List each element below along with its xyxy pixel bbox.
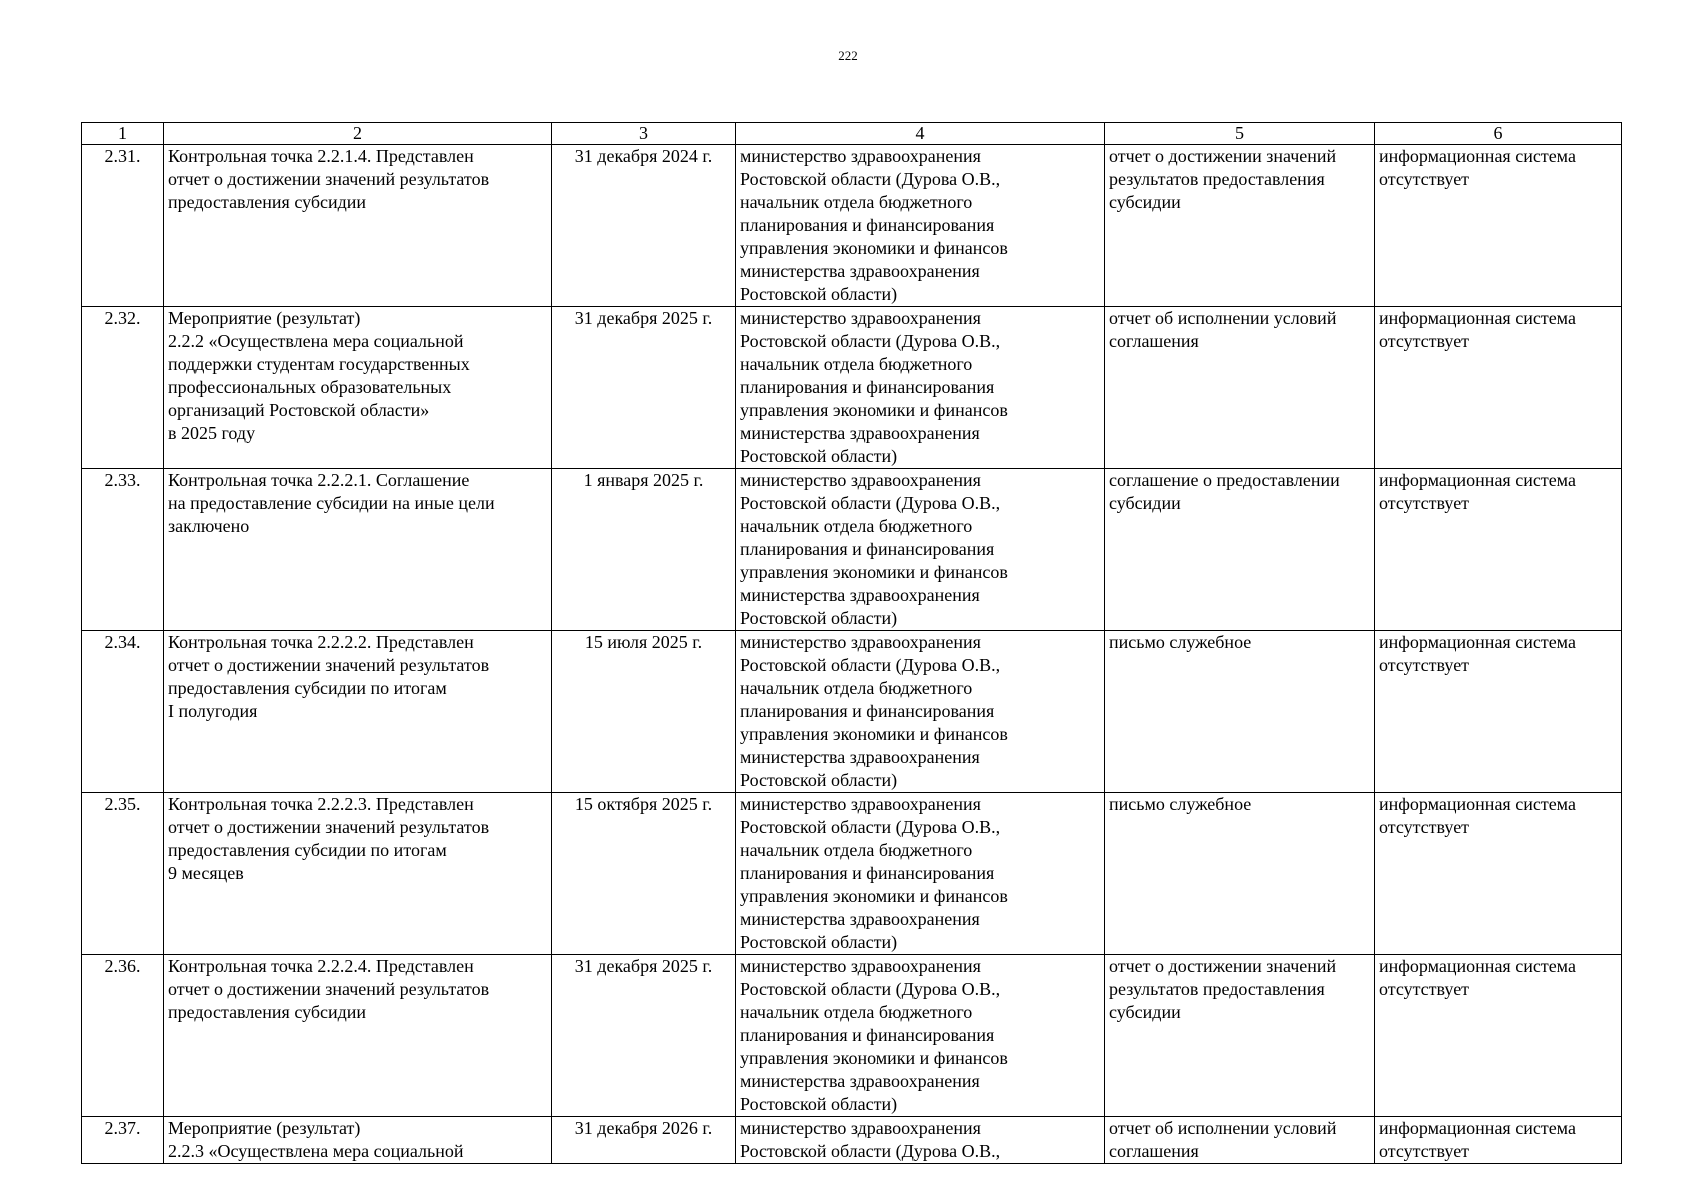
table-row: [82, 955, 1622, 1117]
event-name: Контрольная точка 2.2.2.3. Представлен отчет о достижении значений результатов предоставления субсидии по итогам 9 месяцев: [164, 793, 552, 955]
deadline-date: 31 декабря 2024 г.: [552, 145, 736, 307]
confirming-document: соглашение о предоставлении субсидии: [1105, 469, 1375, 631]
event-name: Контрольная точка 2.2.2.2. Представлен отчет о достижении значений результатов предоставления субсидии по итогам I полугодия: [164, 631, 552, 793]
information-system: информационная система отсутствует: [1375, 1117, 1622, 1164]
responsible-executor: министерство здравоохранения Ростовской области (Дурова О.В., начальник отдела бюджетного планирования и финансирования управления экономики и финансов министерства здравоохранения Ростовской области): [736, 631, 1105, 793]
confirming-document: отчет об исполнении условий соглашения: [1105, 1117, 1375, 1164]
information-system: информационная система отсутствует: [1375, 469, 1622, 631]
information-system: информационная система отсутствует: [1375, 793, 1622, 955]
event-name: Контрольная точка 2.2.2.1. Соглашение на предоставление субсидии на иные цели заключено: [164, 469, 552, 631]
confirming-document: письмо служебное: [1105, 631, 1375, 793]
deadline-date: 31 декабря 2025 г.: [552, 307, 736, 469]
event-name: Контрольная точка 2.2.2.4. Представлен отчет о достижении значений результатов предоставления субсидии: [164, 955, 552, 1117]
column-header-2: 2: [164, 123, 552, 145]
information-system: информационная система отсутствует: [1375, 145, 1622, 307]
row-number: 2.36.: [82, 955, 164, 1117]
row-number: 2.33.: [82, 469, 164, 631]
confirming-document: отчет об исполнении условий соглашения: [1105, 307, 1375, 469]
deadline-date: 1 января 2025 г.: [552, 469, 736, 631]
deadline-date: 15 октября 2025 г.: [552, 793, 736, 955]
row-number: 2.32.: [82, 307, 164, 469]
event-name: Контрольная точка 2.2.1.4. Представлен отчет о достижении значений результатов предоставления субсидии: [164, 145, 552, 307]
row-number: 2.37.: [82, 1117, 164, 1164]
table-row: [82, 469, 1622, 631]
column-header-5: 5: [1105, 123, 1375, 145]
event-name: Мероприятие (результат) 2.2.2 «Осуществлена мера социальной поддержки студентам государственных профессиональных образовательных организаций Ростовской области» в 2025 году: [164, 307, 552, 469]
information-system: информационная система отсутствует: [1375, 955, 1622, 1117]
table-row: [82, 631, 1622, 793]
column-header-3: 3: [552, 123, 736, 145]
header-row: [82, 123, 1622, 145]
responsible-executor: министерство здравоохранения Ростовской области (Дурова О.В., начальник отдела бюджетного планирования и финансирования управления экономики и финансов министерства здравоохранения Ростовской области): [736, 955, 1105, 1117]
responsible-executor: министерство здравоохранения Ростовской области (Дурова О.В.,: [736, 1117, 1105, 1164]
information-system: информационная система отсутствует: [1375, 307, 1622, 469]
page-number: 222: [838, 48, 858, 63]
table-header: [82, 123, 1622, 145]
information-system: информационная система отсутствует: [1375, 631, 1622, 793]
row-number: 2.31.: [82, 145, 164, 307]
column-header-6: 6: [1375, 123, 1622, 145]
confirming-document: письмо служебное: [1105, 793, 1375, 955]
responsible-executor: министерство здравоохранения Ростовской области (Дурова О.В., начальник отдела бюджетного планирования и финансирования управления экономики и финансов министерства здравоохранения Ростовской области): [736, 145, 1105, 307]
responsible-executor: министерство здравоохранения Ростовской области (Дурова О.В., начальник отдела бюджетного планирования и финансирования управления экономики и финансов министерства здравоохранения Ростовской области): [736, 307, 1105, 469]
plan-table: [81, 122, 1622, 1164]
deadline-date: 31 декабря 2026 г.: [552, 1117, 736, 1164]
table-row: [82, 307, 1622, 469]
table-row: [82, 793, 1622, 955]
column-header-1: 1: [82, 123, 164, 145]
row-number: 2.34.: [82, 631, 164, 793]
deadline-date: 31 декабря 2025 г.: [552, 955, 736, 1117]
deadline-date: 15 июля 2025 г.: [552, 631, 736, 793]
confirming-document: отчет о достижении значений результатов предоставления субсидии: [1105, 145, 1375, 307]
responsible-executor: министерство здравоохранения Ростовской области (Дурова О.В., начальник отдела бюджетного планирования и финансирования управления экономики и финансов министерства здравоохранения Ростовской области): [736, 793, 1105, 955]
column-header-4: 4: [736, 123, 1105, 145]
responsible-executor: министерство здравоохранения Ростовской области (Дурова О.В., начальник отдела бюджетного планирования и финансирования управления экономики и финансов министерства здравоохранения Ростовской области): [736, 469, 1105, 631]
event-name: Мероприятие (результат) 2.2.3 «Осуществлена мера социальной: [164, 1117, 552, 1164]
confirming-document: отчет о достижении значений результатов предоставления субсидии: [1105, 955, 1375, 1117]
table-body: [82, 145, 1622, 1164]
row-number: 2.35.: [82, 793, 164, 955]
table-row: [82, 1117, 1622, 1164]
table-row: [82, 145, 1622, 307]
